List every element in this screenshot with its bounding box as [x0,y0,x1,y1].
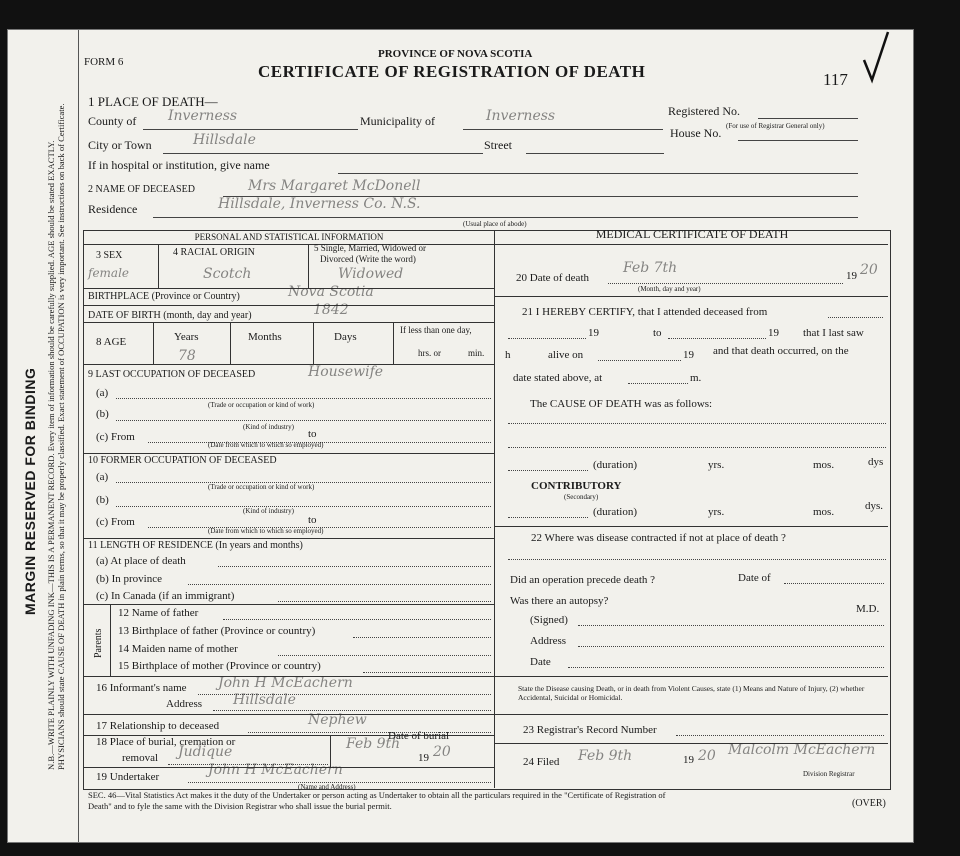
filed-year-value: 20 [698,748,716,764]
father-birthplace-label: 13 Birthplace of father (Province or country) [118,625,316,637]
secondary-label: (Secondary) [564,493,599,501]
informant-address-value: Hillsdale [233,692,296,708]
certificate-number: 117 [823,70,848,89]
filed-date-value: Feb 9th [578,748,633,764]
birthplace-label: BIRTHPLACE (Province or Country) [88,291,240,302]
date-stated: date stated above, at [513,372,603,384]
sex-label: 3 SEX [96,250,123,261]
violent-causes-note: State the Disease causing Death, or in death from Violent Causes, state (1) Means and Nature of Injury, (2) whether Accidental, Suicidal or Homicidal. [518,684,865,702]
physician-address-label: Address [530,635,567,647]
attend-to: to [653,327,662,339]
days-label: Days [334,331,357,343]
date-of-death-note: (Month, day and year) [638,285,701,293]
industry-note: (Kind of industry) [243,423,294,431]
death-certificate [8,30,913,842]
marital-value: Widowed [338,266,404,282]
relationship-value: Nephew [308,712,367,728]
mos-2: mos. [813,506,835,518]
residence-note: (Usual place of abode) [463,220,527,228]
burial-label-1: 18 Place of burial, cremation or [96,736,236,748]
date-of-death-label: 20 Date of death [516,272,589,284]
marital-label-2: Divorced (Write the word) [320,254,416,264]
municipality-label: Municipality of [360,114,435,128]
occupation-b: (b) [96,408,109,420]
operation-label: Did an operation precede death ? [510,574,656,586]
burial-year-value: 20 [433,744,451,760]
duration-2: (duration) [593,506,637,518]
personal-heading: PERSONAL AND STATISTICAL INFORMATION [194,232,384,242]
former-industry-note: (Kind of industry) [243,507,294,515]
street-label: Street [484,138,512,152]
county-label: County of [88,114,137,128]
last-occupation-value: Housewife [308,364,384,380]
filed-label: 24 Filed [523,756,560,768]
city-value: Hillsdale [193,132,256,148]
alive-on: alive on [548,349,584,361]
residence-value: Hillsdale, Inverness Co. N.S. [218,196,421,212]
age-label: 8 AGE [96,336,127,348]
burial-date-value: Feb 9th [346,736,401,752]
dys-2: dys. [865,500,884,512]
registrar-signature: Malcolm McEachern [728,742,876,758]
city-label: City or Town [88,138,152,152]
former-to: to [308,514,317,526]
registered-note: (For use of Registrar General only) [726,122,825,130]
informant-value: John H McEachern [218,675,353,691]
father-name-label: 12 Name of father [118,607,199,619]
hrs-label: hrs. or [418,348,441,358]
md-label: M.D. [856,603,880,615]
mother-birthplace-label: 15 Birthplace of mother (Province or country) [118,660,321,672]
burial-place-value: Judique [178,744,233,760]
yrs-2: yrs. [708,506,725,518]
municipality-value: Inverness [486,108,556,124]
racial-origin-label: 4 RACIAL ORIGIN [173,247,255,258]
dys-1: dys [868,456,884,468]
county-value: Inverness [168,108,238,124]
place-of-death-heading: 1 PLACE OF DEATH— [88,94,218,109]
burial-date-label: Date of burial [388,730,450,742]
instructions-note: N.B.—WRITE PLAINLY WITH UNFADING INK—THIS IS A PERMANENT RECORD. Every item of information should be carefully supplied. AGE should be stated EXACTLY. PHYSICIANS should state CAUSE OF DEATH in plain terms, so that it may be properly classified. Exact statement of OCCUPATION is very important. See instructions on back of Certificate. [46,103,67,770]
disease-contracted-label: 22 Where was disease contracted if not at place of death ? [531,532,786,544]
informant-address-label: Address [166,698,203,710]
sec-46-text: SEC. 46—Vital Statistics Act makes it the duty of the Undertaker or person acting as Undertaker to obtain all the particulars required in the "Certificate of Registration of [88,790,666,800]
over-label: (OVER) [852,798,886,809]
former-date-note: (Date from which to which so employed) [208,527,324,535]
marital-label-1: 5 Single, Married, Widowed or [314,243,426,253]
undertaker-label: 19 Undertaker [96,771,160,783]
signed-label: (Signed) [530,614,568,626]
residence-length-heading: 11 LENGTH OF RESIDENCE (In years and months) [88,540,303,551]
hospital-label: If in hospital or institution, give name [88,158,270,172]
residence-a: (a) At place of death [96,555,186,567]
attend-to-year: 19 [768,327,779,339]
house-label: House No. [670,126,722,140]
birthplace-value: Nova Scotia [288,284,374,300]
duration-1: (duration) [593,459,637,471]
informant-label: 16 Informant's name [96,682,187,694]
years-value: 78 [178,348,196,364]
occupation-to: to [308,428,317,440]
residence-c: (c) In Canada (if an immigrant) [96,590,235,602]
undertaker-note: (Name and Address) [298,783,356,791]
medical-heading: MEDICAL CERTIFICATE OF DEATH [595,227,789,241]
yrs-1: yrs. [708,459,725,471]
residence-label: Residence [88,202,138,216]
province-title: PROVINCE OF NOVA SCOTIA [378,48,533,60]
burial-label-2: removal [122,752,159,764]
deceased-name-value: Mrs Margaret McDonell [248,178,421,194]
operation-date-label: Date of [738,572,771,584]
occupation-a: (a) [96,387,109,399]
alive-year: 19 [683,349,694,361]
death-year-prefix: 19 [846,270,857,282]
occupation-c-from: (c) From [96,431,135,443]
former-a: (a) [96,471,109,483]
contributory-label: CONTRIBUTORY [531,480,622,492]
record-number-label: 23 Registrar's Record Number [523,724,657,736]
last-occupation-label: 9 LAST OCCUPATION OF DECEASED [88,369,256,380]
date-note: (Date from which to which so employed) [208,441,324,449]
autopsy-label: Was there an autopsy? [510,595,609,607]
racial-origin-value: Scotch [203,266,252,282]
undertaker-value: John H McEachern [208,762,343,778]
certificate-title: CERTIFICATE OF REGISTRATION OF DEATH [258,62,646,81]
time-m: m. [690,372,702,384]
parents-side-label: Parents [93,628,104,658]
former-trade-note: (Trade or occupation or kind of work) [208,483,315,491]
physician-date-label: Date [530,656,551,668]
dob-value: 1842 [313,302,349,318]
former-occupation-label: 10 FORMER OCCUPATION OF DECEASED [88,455,277,466]
former-b: (b) [96,494,109,506]
death-occurred: and that death occurred, on the [713,345,849,357]
mos-1: mos. [813,459,835,471]
residence-b: (b) In province [96,573,162,585]
burial-year-prefix: 19 [418,752,429,764]
sex-value: female [88,266,130,280]
registrar-label: Division Registrar [803,770,855,778]
trade-note: (Trade or occupation or kind of work) [208,401,315,409]
form-number: FORM 6 [84,56,124,68]
binding-margin [8,30,79,842]
attend-from-year: 19 [588,327,599,339]
filed-year-prefix: 19 [683,754,694,766]
last-saw: that I last saw [803,327,864,339]
sec-46-text-2: Death" and to fyle the same with the Division Registrar who shall issue the burial permit. [88,801,392,811]
former-c-from: (c) From [96,516,135,528]
death-year-value: 20 [860,262,878,278]
registered-label: Registered No. [668,104,740,118]
min-label: min. [468,348,485,358]
months-label: Months [248,331,282,343]
dob-label: DATE OF BIRTH (month, day and year) [88,310,252,321]
cause-label: The CAUSE OF DEATH was as follows: [530,398,713,410]
relationship-label: 17 Relationship to deceased [96,720,220,732]
certify-text: 21 I HEREBY CERTIFY, that I attended deceased from [522,306,768,318]
mother-name-label: 14 Maiden name of mother [118,643,238,655]
deceased-name-label: 2 NAME OF DECEASED [88,184,195,195]
check-mark-icon [862,30,892,88]
years-label: Years [174,331,199,343]
binding-label: MARGIN RESERVED FOR BINDING [22,367,38,615]
date-of-death-value: Feb 7th [623,260,678,276]
less-than-day-label: If less than one day, [400,325,472,335]
alive-h: h [505,349,511,361]
